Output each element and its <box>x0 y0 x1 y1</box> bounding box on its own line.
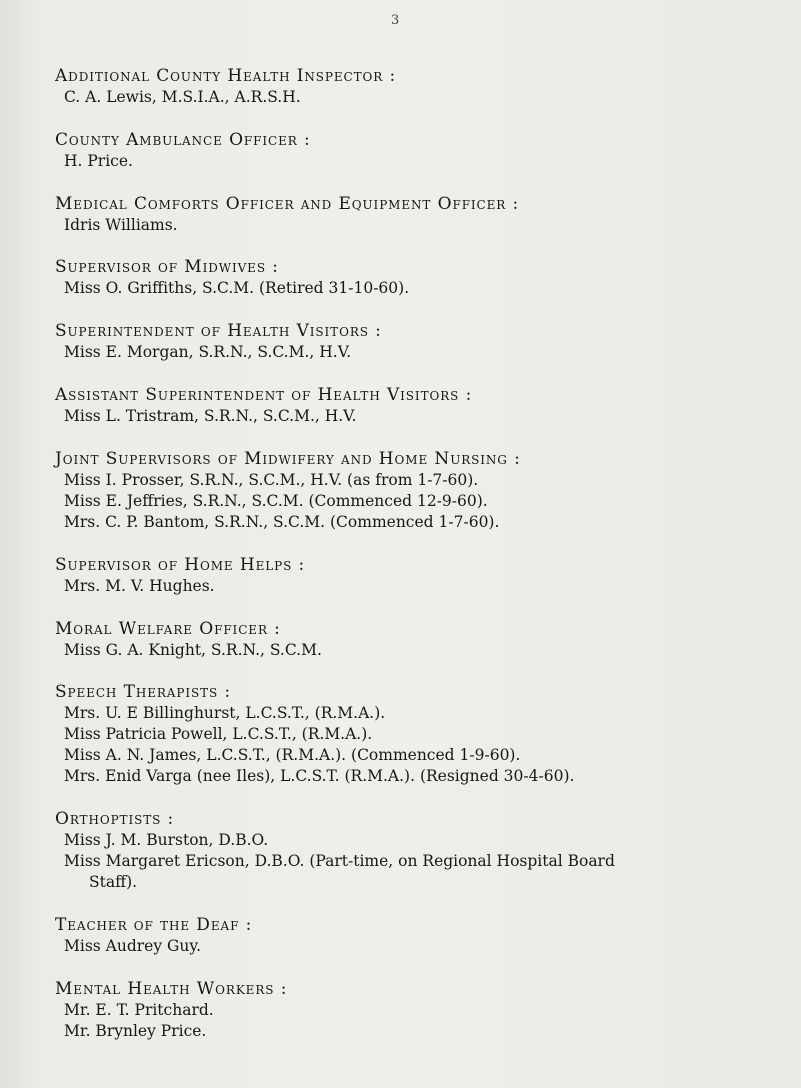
staff-entry: H. Price. <box>64 152 133 170</box>
staff-entry: C. A. Lewis, M.S.I.A., A.R.S.H. <box>64 88 301 106</box>
staff-entry: Miss I. Prosser, S.R.N., S.C.M., H.V. (as from 1-7-60). <box>64 471 479 489</box>
staff-entry: Miss Margaret Ericson, D.B.O. (Part-time, on Regional Hospital Board <box>64 852 615 870</box>
section-teacher-of-the-deaf <box>55 914 785 957</box>
staff-entry: Miss E. Morgan, S.R.N., S.C.M., H.V. <box>64 343 352 361</box>
section-heading: Supervisor of Home Helps : <box>55 555 306 575</box>
section-speech-therapists <box>55 681 785 787</box>
section-heading: Joint Supervisors of Midwifery and Home Nursing : <box>55 449 521 469</box>
staff-entry: Miss Audrey Guy. <box>64 937 202 955</box>
staff-entry: Mrs. U. E Billinghurst, L.C.S.T., (R.M.A.). <box>64 704 386 722</box>
section-heading: County Ambulance Officer : <box>55 130 311 150</box>
section-heading: Medical Comforts Officer and Equipment Officer : <box>55 194 520 214</box>
section-assistant-superintendent <box>55 384 785 427</box>
section-supervisor-of-home-helps <box>55 554 785 597</box>
staff-list <box>55 65 785 1042</box>
section-orthoptists <box>55 808 785 893</box>
section-supervisor-of-midwives <box>55 256 785 299</box>
section-heading: Superintendent of Health Visitors : <box>55 321 382 341</box>
staff-entry: Miss E. Jeffries, S.R.N., S.C.M. (Commenced 12-9-60). <box>64 492 488 510</box>
section-heading: Supervisor of Midwives : <box>55 257 279 277</box>
staff-entry: Miss J. M. Burston, D.B.O. <box>64 831 269 849</box>
staff-entry: Miss O. Griffiths, S.C.M. (Retired 31-10-60). <box>64 279 410 297</box>
section-heading: Speech Therapists : <box>55 682 232 702</box>
staff-entry: Mr. E. T. Pritchard. <box>64 1001 214 1019</box>
section-moral-welfare-officer <box>55 618 785 661</box>
staff-entry: Miss A. N. James, L.C.S.T., (R.M.A.). (Commenced 1-9-60). <box>64 746 521 764</box>
section-heading: Teacher of the Deaf : <box>55 915 253 935</box>
section-mental-health-workers <box>55 978 785 1042</box>
staff-entry: Miss G. A. Knight, S.R.N., S.C.M. <box>64 641 322 659</box>
section-additional-county-health-inspector <box>55 65 785 108</box>
section-heading: Moral Welfare Officer : <box>55 619 281 639</box>
staff-entry: Mr. Brynley Price. <box>64 1022 207 1040</box>
section-heading: Orthoptists : <box>55 809 175 829</box>
staff-entry: Mrs. Enid Varga (nee Iles), L.C.S.T. (R.M.A.). (Resigned 30-4-60). <box>64 767 575 785</box>
section-joint-supervisors <box>55 448 785 533</box>
staff-entry: Miss L. Tristram, S.R.N., S.C.M., H.V. <box>64 407 357 425</box>
staff-entry: Idris Williams. <box>64 216 178 234</box>
staff-entry: Mrs. M. V. Hughes. <box>64 577 215 595</box>
section-medical-comforts-officer <box>55 193 785 236</box>
section-heading: Additional County Health Inspector : <box>55 66 397 86</box>
section-superintendent-of-health-visitors <box>55 320 785 363</box>
section-heading: Assistant Superintendent of Health Visitors : <box>55 385 473 405</box>
staff-entry: Mrs. C. P. Bantom, S.R.N., S.C.M. (Commenced 1-7-60). <box>64 513 500 531</box>
staff-entry: Miss Patricia Powell, L.C.S.T., (R.M.A.). <box>64 725 373 743</box>
section-county-ambulance-officer <box>55 129 785 172</box>
page-number: 3 <box>391 13 400 28</box>
staff-entry-continuation: Staff). <box>89 873 138 891</box>
section-heading: Mental Health Workers : <box>55 979 288 999</box>
